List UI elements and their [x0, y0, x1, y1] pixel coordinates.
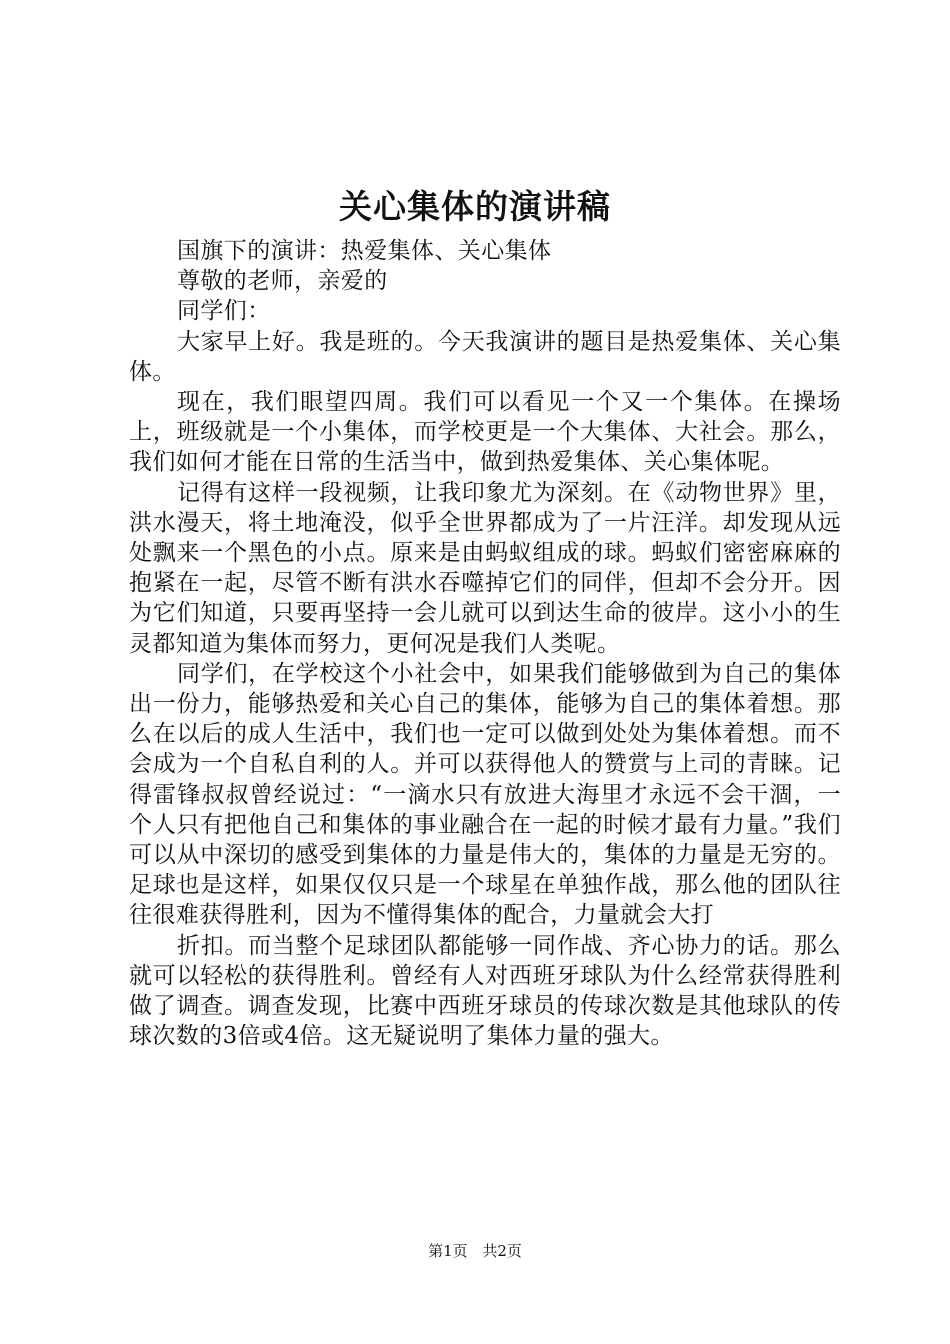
paragraph-ant-story: 记得有这样一段视频，让我印象尤为深刻。在《动物世界》里，洪水漫天，将土地淹没，似乎全世界都成为了一片汪洋。却发现从远处飘来一个黑色的小点。原来是由蚂蚁组成的球。蚂蚁们密密麻麻的抱紧在一起，尽管不断有洪水吞噬掉它们的同伴，但却不会分开。因为它们知道，只要再坚持一会儿就可以到达生命的彼岸。这小小的生灵都知道为集体而努力，更何况是我们人类呢。 — [129, 479, 841, 657]
paragraph-football-team: 折扣。而当整个足球团队都能够一同作战、齐心协力的话。那么就可以轻松的获得胜利。曾经有人对西班牙球队为什么经常获得胜利做了调查。调查发现，比赛中西班牙球员的传球次数是其他球队的传球次数的3倍或4倍。这无疑说明了集体力量的强大。 — [129, 932, 841, 1050]
page-footer — [0, 1241, 950, 1261]
paragraph-school-society: 同学们，在学校这个小社会中，如果我们能够做到为自己的集体出一份力，能够热爱和关心自己的集体，能够为自己的集体着想。那么在以后的成人生活中，我们也一定可以做到处处为集体着想。而不会成为一个自私自利的人。并可以获得他人的赞赏与上司的青睐。记得雷锋叔叔曾经说过：“一滴水只有放进大海里才永远不会干涸，一个人只有把他自己和集体的事业融合在一起的时候才最有力量。”我们可以从中深切的感受到集体的力量是伟大的，集体的力量是无穷的。足球也是这样，如果仅仅只是一个球星在单独作战，那么他的团队往往很难获得胜利，因为不懂得集体的配合，力量就会大打 — [129, 660, 841, 929]
paragraph-salutation: 尊敬的老师，亲爱的 — [177, 268, 388, 295]
paragraph-subtitle: 国旗下的演讲：热爱集体、关心集体 — [177, 238, 552, 264]
document-title: 关心集体的演讲稿 — [339, 187, 611, 226]
paragraph-greeting: 大家早上好。我是班的。今天我演讲的题目是热爱集体、关心集体。 — [129, 328, 841, 385]
paragraph-audience: 同学们： — [177, 298, 271, 325]
page-total: 共2页 — [482, 1242, 522, 1260]
paragraph-look-around: 现在，我们眼望四周。我们可以看见一个又一个集体。在操场上，班级就是一个小集体，而学校更是一个大集体、大社会。那么，我们如何才能在日常的生活当中，做到热爱集体、关心集体呢。 — [129, 389, 841, 476]
page-number: 第1页 — [428, 1242, 468, 1260]
document-body — [129, 236, 841, 1051]
